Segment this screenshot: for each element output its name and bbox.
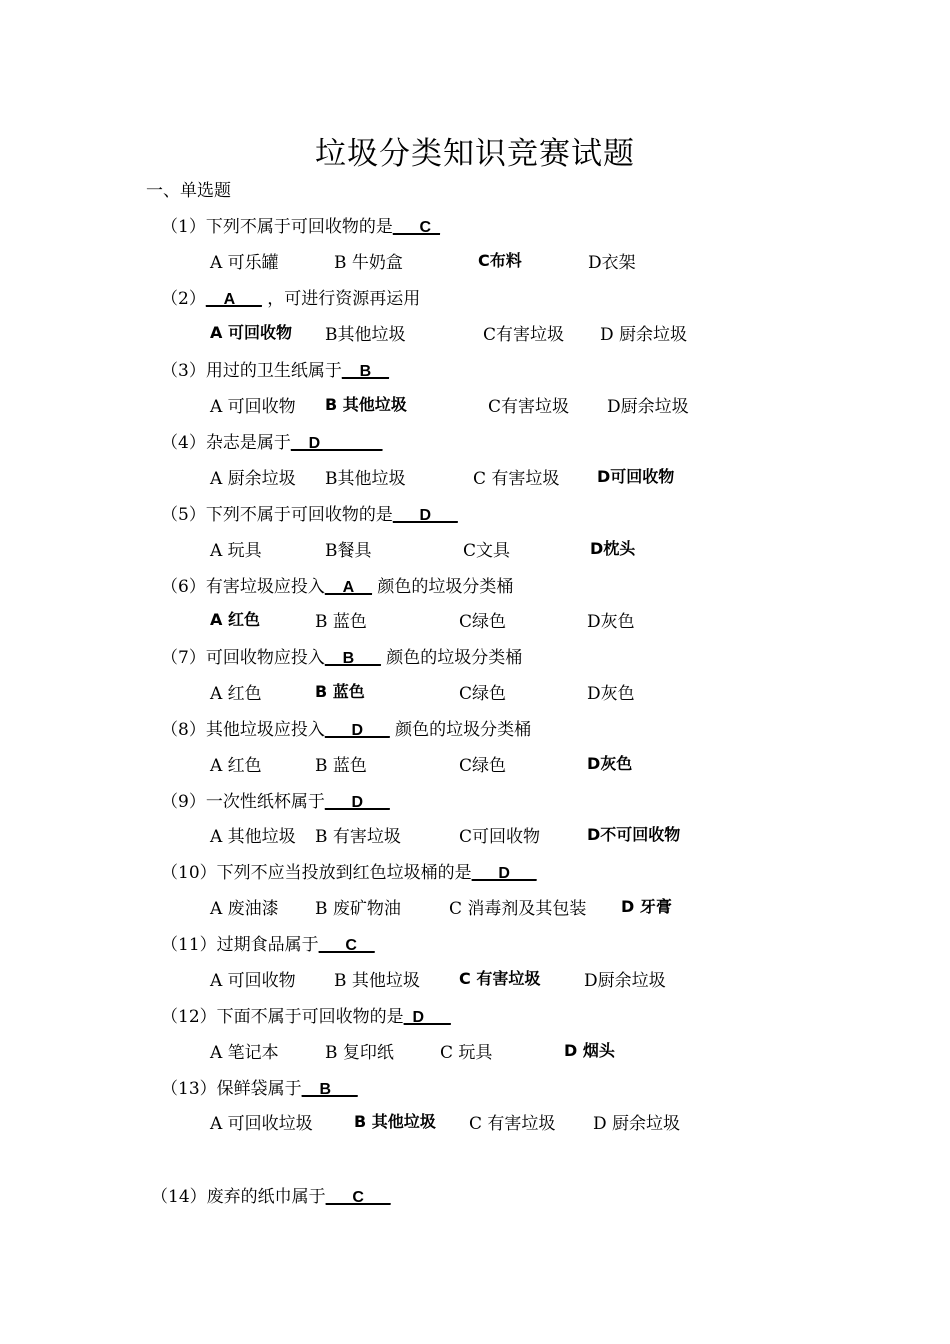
question-number: （4）: [161, 433, 206, 453]
option-correct: D不可回收物: [587, 825, 681, 844]
question-text: 有害垃圾应投入: [205, 577, 325, 597]
question-number: （6）: [161, 577, 206, 597]
option: C 玩具: [440, 1043, 493, 1063]
question-text: 一次性纸杯属于: [205, 792, 325, 812]
option-correct: D可回收物: [597, 467, 675, 486]
question-text: 过期食品属于: [216, 935, 319, 955]
answer-blank: ___C___: [325, 1189, 391, 1206]
option: A 厨余垃圾: [210, 469, 296, 489]
option: C有害垃圾: [488, 397, 570, 417]
option: D厨余垃圾: [584, 971, 666, 991]
question-text: 下列不属于可回收物的是: [205, 505, 393, 525]
option: B 其他垃圾: [334, 971, 420, 991]
question-number: （3）: [161, 361, 206, 381]
page-title: 垃圾分类知识竞赛试题: [315, 136, 635, 172]
question-3: [161, 356, 389, 381]
answer-blank: __B__: [341, 363, 389, 380]
answer-blank: _D___: [403, 1009, 451, 1026]
question-4: [161, 428, 382, 453]
option: C可回收物: [459, 827, 541, 847]
question-text-suffix: 颜色的垃圾分类桶: [380, 648, 523, 668]
option-correct: D 烟头: [564, 1041, 615, 1060]
question-text: 下列不应当投放到红色垃圾桶的是: [216, 863, 472, 883]
option-correct: B 其他垃圾: [354, 1112, 436, 1131]
option: C绿色: [459, 684, 507, 704]
question-text: 下面不属于可回收物的是: [216, 1007, 404, 1027]
option-correct: B 蓝色: [315, 682, 365, 701]
option: B 蓝色: [315, 612, 367, 632]
option: C有害垃圾: [483, 325, 565, 345]
option: A 可回收物: [210, 397, 296, 417]
question-text: 用过的卫生纸属于: [205, 361, 342, 381]
option: B 复印纸: [325, 1043, 394, 1063]
option: A 其他垃圾: [210, 827, 296, 847]
option: A 废油漆: [210, 899, 279, 919]
question-number: （11）: [161, 935, 217, 955]
question-7: [161, 643, 522, 668]
question-text: 保鲜袋属于: [216, 1079, 302, 1099]
option-correct: A 可回收物: [210, 323, 292, 342]
option-correct: D枕头: [590, 539, 636, 558]
option: C绿色: [459, 756, 507, 776]
option: B 废矿物油: [315, 899, 401, 919]
question-13: [161, 1074, 358, 1099]
question-number: （1）: [161, 217, 206, 237]
answer-blank: ___D___: [324, 794, 390, 811]
question-11: [161, 930, 375, 955]
question-6: [161, 572, 513, 597]
question-text: 其他垃圾应投入: [205, 720, 325, 740]
question-text-suffix: 颜色的垃圾分类桶: [389, 720, 532, 740]
option: D灰色: [587, 684, 635, 704]
option: A 笔记本: [210, 1043, 279, 1063]
option-correct: A 红色: [210, 610, 260, 629]
question-8: [161, 715, 531, 740]
answer-blank: ___D___: [324, 722, 390, 739]
option-correct: C 有害垃圾: [459, 969, 541, 988]
question-number: （13）: [161, 1079, 217, 1099]
answer-blank: ___C__: [318, 937, 375, 954]
option: B其他垃圾: [325, 469, 406, 489]
question-12: [161, 1002, 451, 1027]
option: A 玩具: [210, 541, 262, 561]
answer-blank: ___D___: [392, 507, 458, 524]
option: A 可回收垃圾: [210, 1114, 313, 1134]
question-number: （10）: [161, 863, 217, 883]
option: C 有害垃圾: [473, 469, 560, 489]
answer-blank: __A__: [324, 579, 372, 596]
question-text: 下列不属于可回收物的是: [205, 217, 393, 237]
option: C 消毒剂及其包装: [449, 899, 587, 919]
option-correct: D 牙膏: [621, 897, 672, 916]
option: D 厨余垃圾: [593, 1114, 681, 1134]
question-10: [161, 858, 537, 883]
option: D 厨余垃圾: [600, 325, 688, 345]
answer-blank: ___D___: [471, 865, 537, 882]
option: B 有害垃圾: [315, 827, 401, 847]
question-number: （14）: [151, 1187, 207, 1207]
question-14: [151, 1182, 391, 1207]
question-2: [161, 284, 420, 309]
question-text-suffix: ，可进行资源再运用: [261, 289, 421, 309]
answer-blank: __A___: [205, 291, 262, 308]
question-number: （2）: [161, 289, 206, 309]
question-9: [161, 787, 390, 812]
option: C文具: [463, 541, 511, 561]
section-heading: 一、单选题: [146, 181, 231, 201]
option: B餐具: [325, 541, 372, 561]
answer-blank: __D_______: [290, 435, 383, 452]
question-5: [161, 500, 458, 525]
option-correct: C布料: [478, 251, 522, 270]
option: D衣架: [588, 253, 636, 273]
question-text: 废弃的纸巾属于: [206, 1187, 326, 1207]
question-number: （12）: [161, 1007, 217, 1027]
option: C 有害垃圾: [469, 1114, 556, 1134]
option: D灰色: [587, 612, 635, 632]
question-text: 可回收物应投入: [205, 648, 325, 668]
option: B 牛奶盒: [334, 253, 403, 273]
answer-blank: __B___: [324, 650, 381, 667]
question-text: 杂志是属于: [205, 433, 291, 453]
option: A 红色: [210, 684, 262, 704]
option: D厨余垃圾: [607, 397, 689, 417]
question-1: [161, 212, 440, 237]
option: A 可乐罐: [210, 253, 279, 273]
answer-blank: __B___: [301, 1081, 358, 1098]
question-text-suffix: 颜色的垃圾分类桶: [371, 577, 514, 597]
question-number: （8）: [161, 720, 206, 740]
option: A 红色: [210, 756, 262, 776]
answer-blank: ___C_: [392, 219, 440, 236]
option: B 蓝色: [315, 756, 367, 776]
question-number: （5）: [161, 505, 206, 525]
option: C绿色: [459, 612, 507, 632]
question-number: （9）: [161, 792, 206, 812]
option-correct: B 其他垃圾: [325, 395, 407, 414]
option: B其他垃圾: [325, 325, 406, 345]
option-correct: D灰色: [587, 754, 633, 773]
question-number: （7）: [161, 648, 206, 668]
option: A 可回收物: [210, 971, 296, 991]
